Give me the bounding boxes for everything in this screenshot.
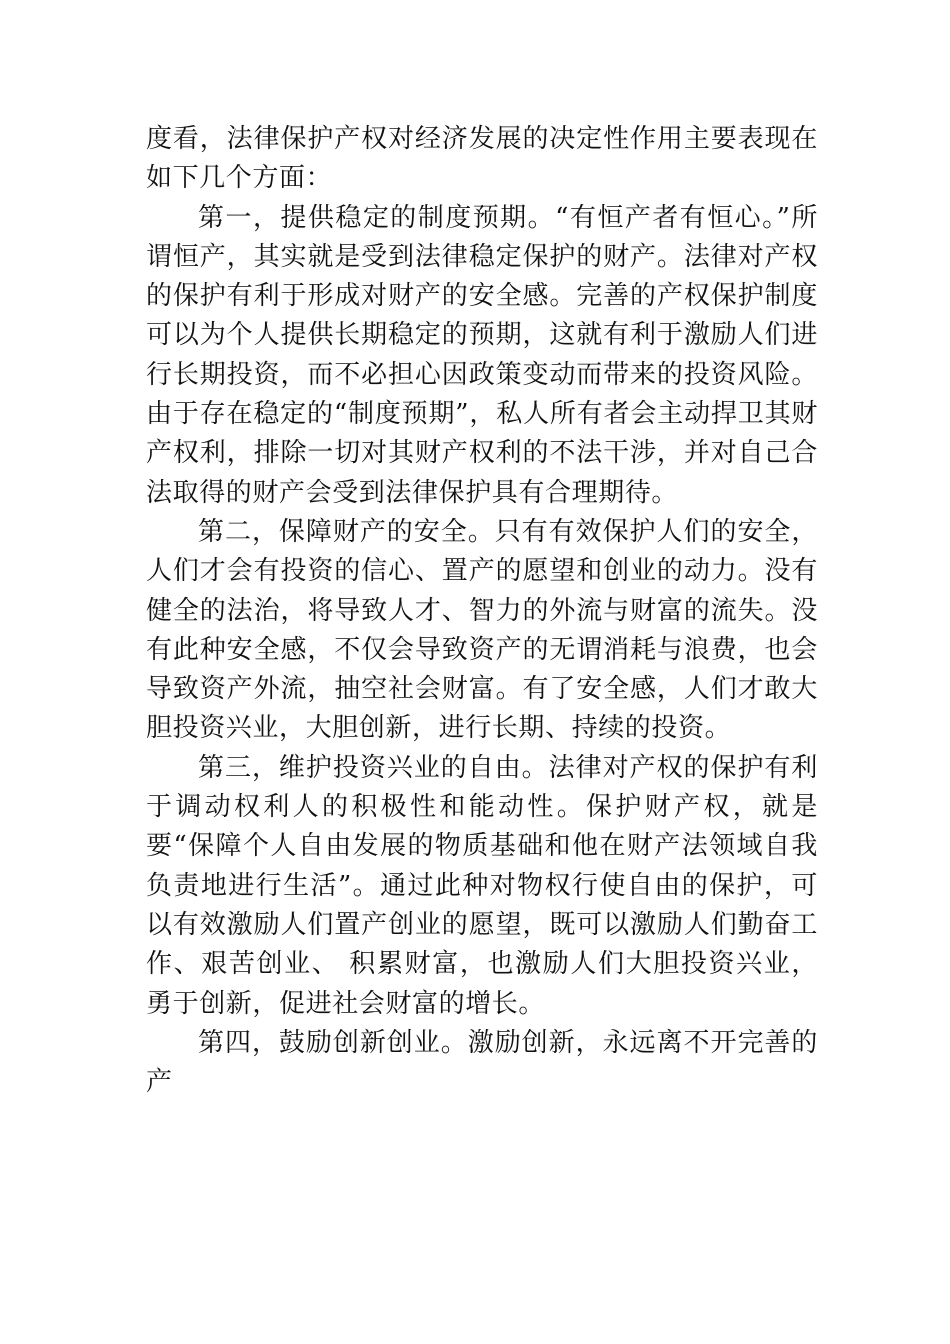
paragraph-first-point: 第一，提供稳定的制度预期。“有恒产者有恒心。”所谓恒产，其实就是受到法律稳定保护的财产。法律对产权的保护有利于形成对财产的安全感。完善的产权保护制度可以为个人提供长期稳定的预期，这就有利于激励人们进行长期投资，而不必担心因政策变动而带来的投资风险。由于存在稳定的“制度预期”，私人所有者会主动捍卫其财产权利，排除一切对其财产权利的不法干涉，并对自己合法取得的财产会受到法律保护具有合理期待。 [146, 202, 818, 508]
paragraph-intro-continuation: 度看，法律保护产权对经济发展的决定性作用主要表现在如下几个方面： [146, 124, 818, 194]
paragraph-second-point: 第二，保障财产的安全。只有有效保护人们的安全，人们才会有投资的信心、置产的愿望和创业的动力。没有健全的法治，将导致人才、智力的外流与财富的流失。没有此种安全感，不仅会导致资产的无谓消耗与浪费，也会导致资产外流，抽空社会财富。有了安全感，人们才敢大胆投资兴业，大胆创新，进行长期、持续的投资。 [146, 516, 818, 744]
paragraph-fourth-point: 第四，鼓励创新创业。激励创新，永远离不开完善的产 [146, 1027, 818, 1098]
paragraph-third-point: 第三，维护投资兴业的自由。法律对产权的保护有利于调动权利人的积极性和能动性。保护财产权，就是要“保障个人自由发展的物质基础和他在财产法领域自我负责地进行生活”。通过此种对物权行使自由的保护，可以有效激励人们置产创业的愿望，既可以激励人们勤奋工作、艰苦创业、 积累财富，也激励人们大胆投资兴业，勇于创新，促进社会财富的增长。 [146, 752, 818, 1019]
body-text [146, 120, 818, 1102]
